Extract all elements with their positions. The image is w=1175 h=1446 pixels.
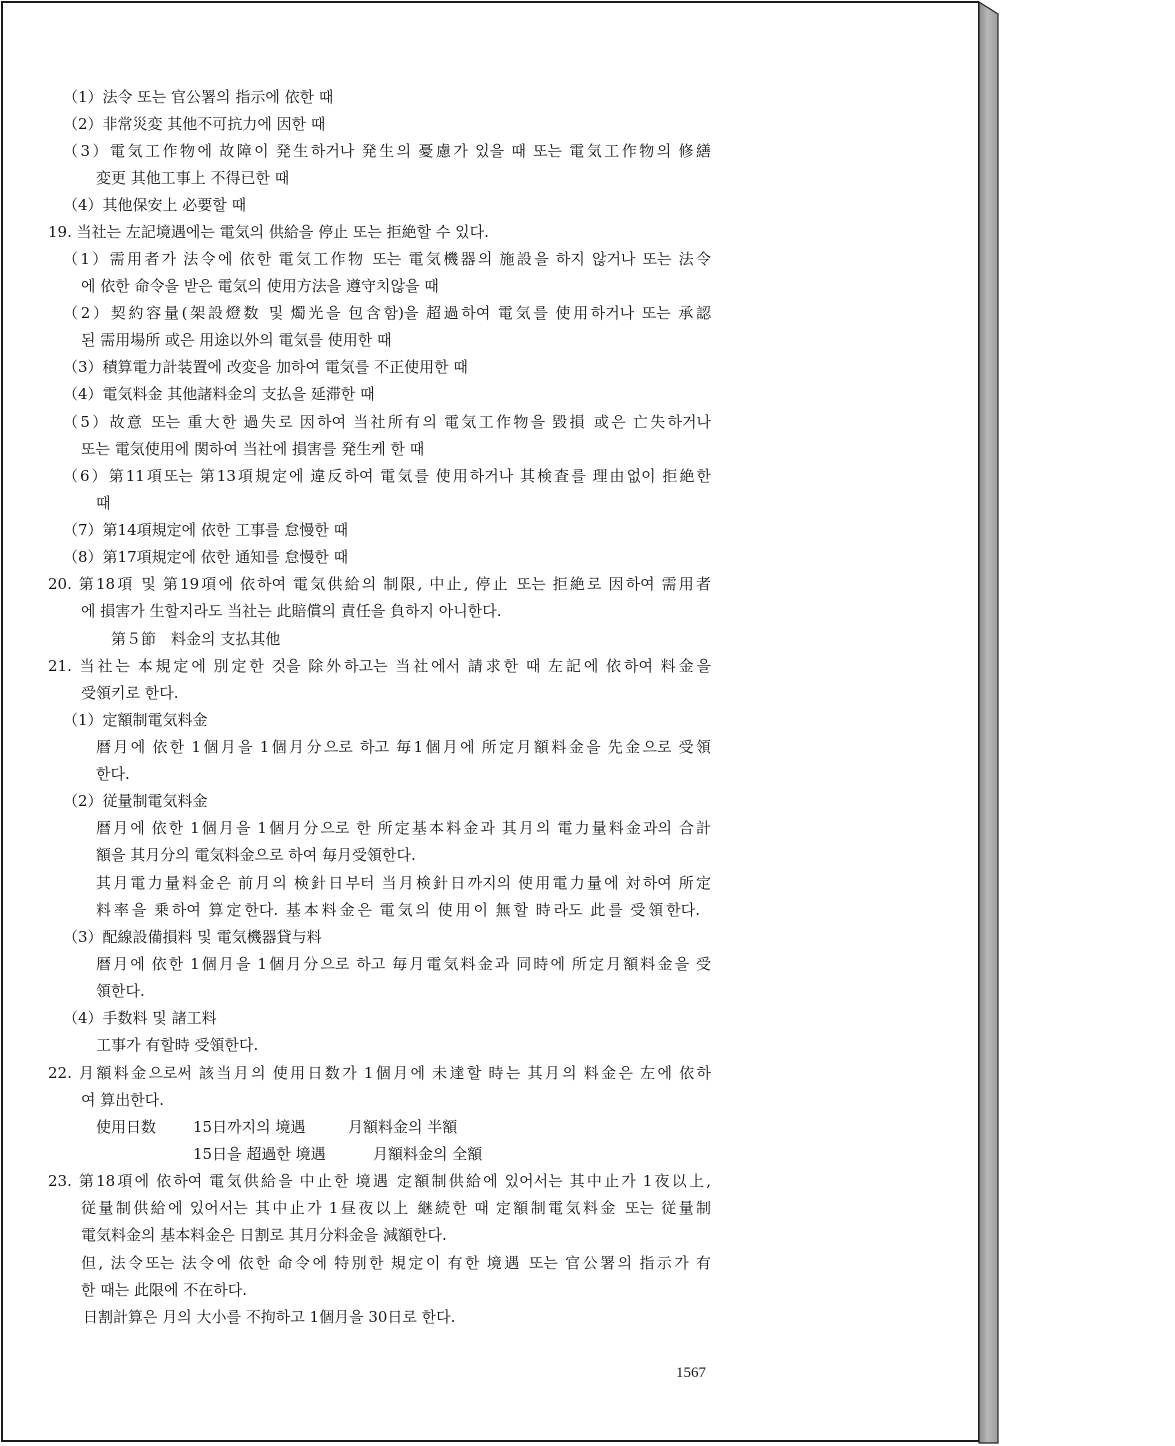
clause21-item2-body-line2: 額을 其月分의 電気料金으로 하여 毎月受領한다. [96,846,416,864]
clause19-item8-line: （8）第17項規定에 依한 通知를 怠慢한 때 [63,548,349,566]
clause21-item3-body-line1: 暦月에 依한 1個月을 1個月分으로 하고 毎月電気料金과 同時에 所定月額料金을 受 [96,955,711,973]
usage-row1-amount: 月額料金의 半額 [348,1118,458,1136]
clause21-item4-title: （4）手数料 및 諸工料 [63,1009,217,1027]
usage-row2-condition: 15日을 超過한 境遇 [193,1145,326,1163]
clause23-line1: 23. 第18項에 依하여 電気供給을 中止한 境遇 定額制供給에 있어서는 其中止가 1夜以上, [48,1172,711,1190]
clause19-item1-line2: 에 依한 命令을 받은 電気의 使用方法을 遵守치않을 때 [81,277,439,295]
clause21-item1-body-line1: 暦月에 依한 1個月을 1個月分으로 하고 毎1個月에 所定月額料金을 先金으로 受領 [96,738,711,756]
clause18-item2-line: （2）非常災変 其他不可抗力에 因한 때 [63,115,326,133]
usage-days-label: 使用日数 [96,1118,157,1136]
clause23-line3: 電気料金의 基本料金은 日割로 其月分料金을 減額한다. [81,1226,447,1244]
usage-row2-amount: 月額料金의 全額 [373,1145,483,1163]
clause23-line4: 但, 法令또는 法令에 依한 命令에 特別한 規定이 有한 境遇 또는 官公署의 指示가 有 [81,1254,711,1272]
page-number: 1567 [676,1365,706,1381]
clause21-item3-title: （3）配線設備損料 및 電気機器貸与料 [63,928,322,946]
clause18-item3-line2: 変更 其他工事上 不得已한 때 [96,169,290,187]
clause20-line1: 20. 第18項 및 第19項에 依하여 電気供給의 制限, 中止, 停止 또는 拒絶로 因하여 需用者 [48,575,711,593]
clause21-item3-body-line2: 領한다. [96,982,145,1000]
page-edge-shadow [977,0,1003,1446]
clause20-line2: 에 損害가 生할지라도 当社는 此賠償의 責任을 負하지 아니한다. [81,602,502,620]
clause21-heading-line2: 受領키로 한다. [81,684,179,702]
clause21-item2-body-line1: 暦月에 依한 1個月을 1個月分으로 한 所定基本料金과 其月의 電力量料金과의 合計 [96,819,711,837]
clause19-item4-line: （4）電気料金 其他諸料金의 支払을 延滞한 때 [63,385,375,403]
clause21-item4-body-line1: 工事가 有할時 受領한다. [96,1036,259,1054]
clause19-heading: 19. 当社는 左記境遇에는 電気의 供給을 停止 또는 拒絶할 수 있다. [48,223,489,241]
clause19-item1-line1: （1）需用者가 法令에 依한 電気工作物 또는 電気機器의 施設을 하지 않거나 또는 法令 [63,250,711,268]
clause21-item2-title: （2）従量制電気料金 [63,792,208,810]
clause22-line1: 22. 月額料金으로써 該当月의 使用日数가 1個月에 未達할 時는 其月의 料金은 左에 依하 [48,1064,711,1082]
clause19-item6-line2: 때 [96,494,111,512]
clause23-line6: 日割計算은 月의 大小를 不拘하고 1個月을 30日로 한다. [83,1308,456,1326]
clause23-line2: 従量制供給에 있어서는 其中止가 1昼夜以上 継続한 때 定額制電気料金 또는 従量制 [81,1199,711,1217]
clause19-item7-line: （7）第14項規定에 依한 工事를 怠慢한 때 [63,521,349,539]
clause19-item6-line1: （6）第11項또는 第13項規定에 違反하여 電気를 使用하거나 其検査를 理由없이 拒絶한 [63,467,711,485]
clause19-item2-line1: （2）契約容量(架設燈数 및 燭光을 包含함)을 超過하여 電気를 使用하거나 또는 承認 [63,304,711,322]
clause21-item2-body-line3: 其月電力量料金은 前月의 検針日부터 当月検針日까지의 使用電力量에 対하여 所定 [96,874,711,892]
clause19-item5-line2: 또는 電気使用에 関하여 当社에 損害를 発生케 한 때 [81,440,425,458]
document-page [1,1,979,1442]
clause21-item1-body-line2: 한다. [96,765,130,783]
clause18-item1-line: （1）法令 또는 官公署의 指示에 依한 때 [63,88,334,106]
clause18-item3-line1: （3）電気工作物에 故障이 発生하거나 発生의 憂慮가 있을 때 또는 電気工作物의 修繕 [63,142,711,160]
clause21-item2-body-line4: 料率을 乗하여 算定한다. 基本料金은 電気의 使用이 無할 時라도 此를 受領한다. [96,901,700,919]
section5-heading: 第５節 料金의 支払其他 [111,630,281,648]
clause22-line2: 여 算出한다. [81,1091,165,1109]
clause21-item1-title: （1）定額制電気料金 [63,711,208,729]
clause19-item2-line2: 된 需用場所 或은 用途以外의 電気를 使用한 때 [81,331,392,349]
clause23-line5: 한 때는 此限에 不在하다. [81,1281,248,1299]
clause19-item3-line: （3）積算電力計装置에 改変을 加하여 電気를 不正使用한 때 [63,358,468,376]
clause19-item5-line1: （5）故意 또는 重大한 過失로 因하여 当社所有의 電気工作物을 毀損 或은 亡失하거나 [63,413,711,431]
clause21-heading-line1: 21. 当社는 本規定에 別定한 것을 除外하고는 当社에서 請求한 때 左記에 依하여 料金을 [48,657,711,675]
clause18-item4-line: （4）其他保安上 必要할 때 [63,196,247,214]
usage-row1-condition: 15日까지의 境遇 [193,1118,306,1136]
